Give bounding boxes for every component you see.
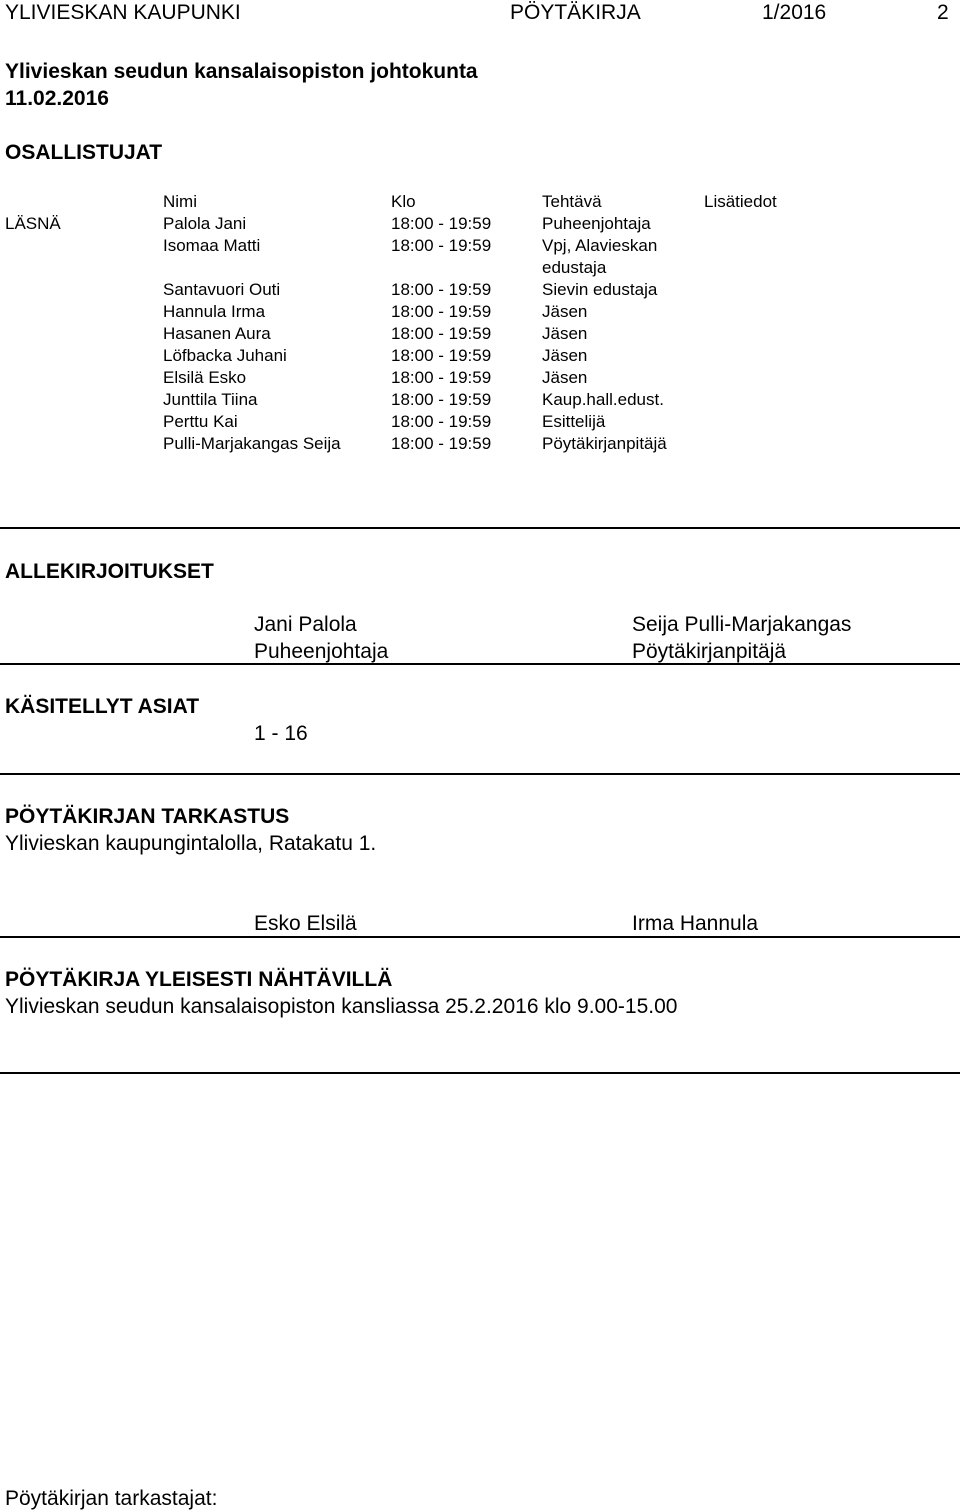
participant-time: 18:00 - 19:59 bbox=[391, 434, 492, 453]
participant-row bbox=[0, 411, 824, 433]
participant-role: Jäsen bbox=[542, 368, 588, 387]
header-doc-type: PÖYTÄKIRJA bbox=[510, 1, 641, 24]
divider bbox=[0, 1072, 960, 1074]
header-org: YLIVIESKAN KAUPUNKI bbox=[5, 1, 241, 24]
participant-time: 18:00 - 19:59 bbox=[391, 324, 492, 343]
participant-row bbox=[0, 301, 824, 323]
participant-time: 18:00 - 19:59 bbox=[391, 280, 492, 299]
participant-row bbox=[0, 323, 824, 345]
participant-name: Hasanen Aura bbox=[163, 324, 271, 343]
participants-header-row bbox=[0, 191, 824, 213]
secretary-title: Pöytäkirjanpitäjä bbox=[632, 640, 787, 663]
public-heading: PÖYTÄKIRJA YLEISESTI NÄHTÄVILLÄ bbox=[5, 968, 393, 991]
chair-name: Jani Palola bbox=[254, 613, 357, 636]
participant-status: LÄSNÄ bbox=[5, 214, 61, 233]
participant-role: Sievin edustaja bbox=[542, 280, 658, 299]
participant-row bbox=[0, 345, 824, 367]
participant-role: Jäsen bbox=[542, 324, 588, 343]
participant-role: Kaup.hall.edust. bbox=[542, 390, 664, 409]
participant-role: Puheenjohtaja bbox=[542, 214, 651, 233]
participant-name: Junttila Tiina bbox=[163, 390, 258, 409]
participant-name: Perttu Kai bbox=[163, 412, 238, 431]
participant-name: Pulli-Marjakangas Seija bbox=[163, 434, 341, 453]
participant-time: 18:00 - 19:59 bbox=[391, 346, 492, 365]
participant-role: Pöytäkirjanpitäjä bbox=[542, 434, 667, 453]
participant-name: Isomaa Matti bbox=[163, 236, 261, 255]
divider bbox=[0, 527, 960, 529]
header-doc-number: 1/2016 bbox=[762, 1, 827, 24]
participant-name: Hannula Irma bbox=[163, 302, 266, 321]
items-range: 1 - 16 bbox=[254, 722, 308, 745]
divider bbox=[0, 773, 960, 775]
participant-row bbox=[0, 235, 824, 279]
header-page-number: 2 bbox=[937, 1, 949, 24]
participant-row bbox=[0, 213, 824, 235]
participant-row bbox=[0, 389, 824, 411]
participant-role: Vpj, Alavieskan edustaja bbox=[542, 236, 658, 277]
items-heading: KÄSITELLYT ASIAT bbox=[5, 695, 200, 718]
participants-table bbox=[0, 191, 824, 455]
participant-role: Jäsen bbox=[542, 302, 588, 321]
participant-row bbox=[0, 279, 824, 301]
review-heading: PÖYTÄKIRJAN TARKASTUS bbox=[5, 805, 290, 828]
participants-heading: OSALLISTUJAT bbox=[5, 141, 163, 164]
reviewer-1: Esko Elsilä bbox=[254, 912, 357, 935]
column-header-time: Klo bbox=[391, 192, 416, 211]
meeting-date: 11.02.2016 bbox=[5, 87, 109, 110]
participant-name: Palola Jani bbox=[163, 214, 247, 233]
public-text: Ylivieskan seudun kansalaisopiston kansliassa 25.2.2016 klo 9.00-15.00 bbox=[5, 995, 678, 1018]
column-header-extra: Lisätiedot bbox=[704, 192, 777, 211]
participant-time: 18:00 - 19:59 bbox=[391, 368, 492, 387]
review-place: Ylivieskan kaupungintalolla, Ratakatu 1. bbox=[5, 832, 377, 855]
divider bbox=[0, 663, 960, 665]
participant-time: 18:00 - 19:59 bbox=[391, 412, 492, 431]
participant-name: Elsilä Esko bbox=[163, 368, 247, 387]
participant-role: Esittelijä bbox=[542, 412, 606, 431]
participant-time: 18:00 - 19:59 bbox=[391, 214, 492, 233]
participant-time: 18:00 - 19:59 bbox=[391, 236, 492, 255]
chair-title: Puheenjohtaja bbox=[254, 640, 389, 663]
footer-reviewers-label: Pöytäkirjan tarkastajat: bbox=[5, 1487, 218, 1510]
column-header-name: Nimi bbox=[163, 192, 197, 211]
participant-name: Löfbacka Juhani bbox=[163, 346, 287, 365]
signatures-heading: ALLEKIRJOITUKSET bbox=[5, 560, 214, 583]
participant-role: Jäsen bbox=[542, 346, 588, 365]
secretary-name: Seija Pulli-Marjakangas bbox=[632, 613, 852, 636]
divider bbox=[0, 936, 960, 938]
participant-name: Santavuori Outi bbox=[163, 280, 281, 299]
participant-time: 18:00 - 19:59 bbox=[391, 390, 492, 409]
participant-row bbox=[0, 433, 824, 455]
meeting-body: Ylivieskan seudun kansalaisopiston johtokunta bbox=[5, 60, 478, 83]
participant-row bbox=[0, 367, 824, 389]
reviewer-2: Irma Hannula bbox=[632, 912, 759, 935]
column-header-role: Tehtävä bbox=[542, 192, 602, 211]
participant-time: 18:00 - 19:59 bbox=[391, 302, 492, 321]
